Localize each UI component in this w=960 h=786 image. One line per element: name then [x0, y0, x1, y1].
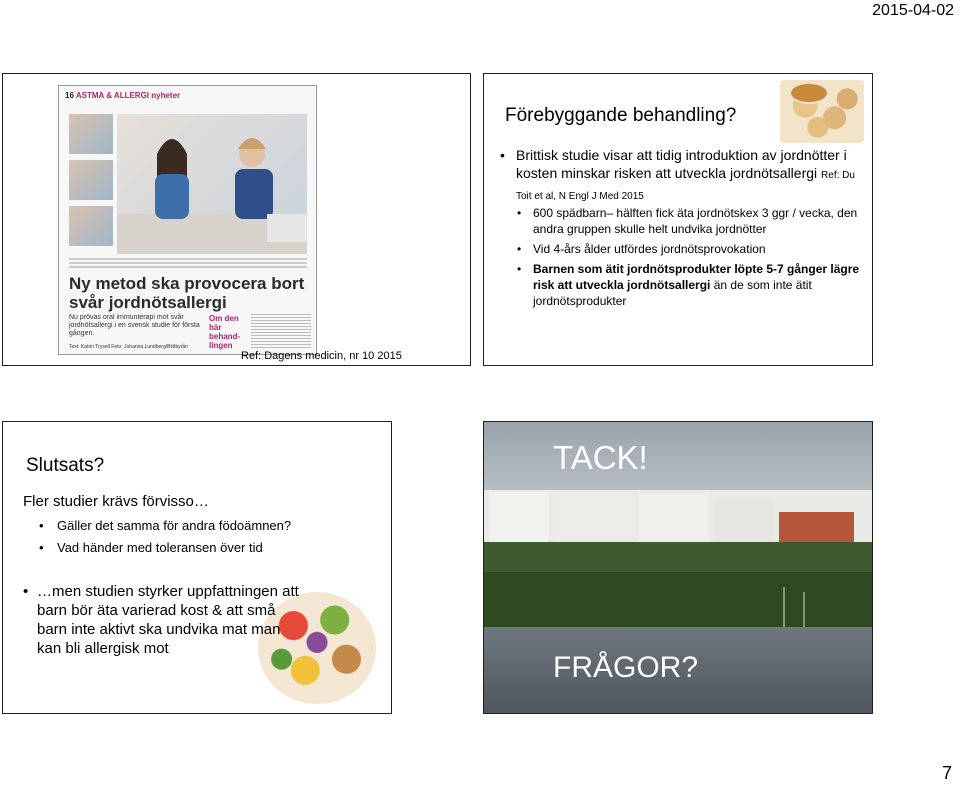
bullet-glyph: • [39, 518, 44, 533]
bullet-glyph: • [517, 206, 522, 220]
bullet-glyph: • [517, 242, 522, 256]
bullet-glyph: • [39, 540, 44, 555]
slide-conclusion [2, 421, 392, 714]
main-article-photo [117, 114, 307, 254]
slide-preventive-treatment [483, 73, 873, 366]
slide2-main-bullet-reference: Ref: Du Toit et al, N Engl J Med 2015 [516, 170, 855, 202]
sub-bullet-text: än de som inte ätit jordnötsprodukter [533, 278, 812, 308]
magazine-text-column [251, 314, 311, 350]
magazine-header [65, 91, 180, 100]
slide2-main-bullet-text: Brittisk studie visar att tidig introduktion av jordnötter i kosten minskar risken att utveckla jordnötsallergi [516, 147, 847, 181]
magazine-page-image [58, 85, 317, 355]
slide-magazine-article [2, 73, 471, 366]
list-item [517, 241, 862, 257]
sub-bullet-text: Gäller det samma för andra födoämnen? [57, 518, 292, 533]
magazine-subheadline: Nu prövas oral immunterapi mot svår jordnötsallergi i en svensk studie för första gången. [69, 314, 200, 337]
magazine-headline: Ny metod ska provocera bort svår jordnötsallergi [69, 274, 305, 312]
sub-bullet-bold-text: Barnen som ätit jordnötsprodukter löpte 5-7 gånger lägre risk att utveckla jordnötsallergi [533, 262, 860, 292]
thumbnail-photo [69, 160, 113, 200]
photo-caption-lines [69, 258, 307, 268]
bullet-glyph: • [500, 147, 505, 163]
slide3-main-bullet [23, 582, 303, 658]
magazine-issue-number: 16 [65, 91, 74, 100]
questions-text: FRÅGOR? [553, 651, 699, 684]
thanks-text: TACK! [553, 439, 648, 476]
slide-thanks-questions [483, 421, 873, 714]
page-date: 2015-04-02 [872, 2, 954, 19]
list-item [39, 518, 291, 534]
slide2-main-bullet [500, 146, 860, 206]
list-item [39, 540, 263, 556]
peanut-butter-bowl [789, 82, 829, 104]
slide3-line1: Fler studier krävs förvisso… [23, 493, 209, 510]
slide2-title: Förebyggande behandling? [505, 105, 737, 126]
magazine-byline: Text: Katrin Trysell Foto: Johanna Lundberg/Bildbyrån [69, 344, 188, 350]
sub-bullet-text: Vad händer med toleransen över tid [57, 540, 263, 555]
magazine-section: ASTMA & ALLERGI nyheter [75, 91, 181, 100]
bullet-glyph: • [23, 583, 29, 600]
bullet-glyph: • [517, 262, 522, 276]
slide1-reference: Ref: Dagens medicin, nr 10 2015 [241, 350, 402, 362]
magazine-sidebar-title: Om den här behand-lingen [209, 314, 241, 350]
sub-bullet-text: Vid 4-års ålder utfördes jordnötsprovokation [533, 242, 766, 256]
slide3-main-bullet-text: …men studien styrker uppfattningen att barn bör äta varierad kost & att små barn inte aktivt ska undvika mat man kan bli allergisk mot [37, 583, 299, 657]
page-number: 7 [941, 763, 952, 783]
people-illustration [117, 114, 307, 254]
slide2-sub-bullets [517, 205, 862, 313]
thumbnail-photo [69, 114, 113, 154]
thumbnail-photo [69, 206, 113, 246]
list-item [517, 205, 862, 237]
slide3-title: Slutsats? [26, 455, 105, 476]
list-item [517, 261, 862, 309]
sub-bullet-text: 600 spädbarn– hälften fick äta jordnötskex 3 ggr / vecka, den andra gruppen skulle helt undvika jordnötter [533, 206, 858, 236]
